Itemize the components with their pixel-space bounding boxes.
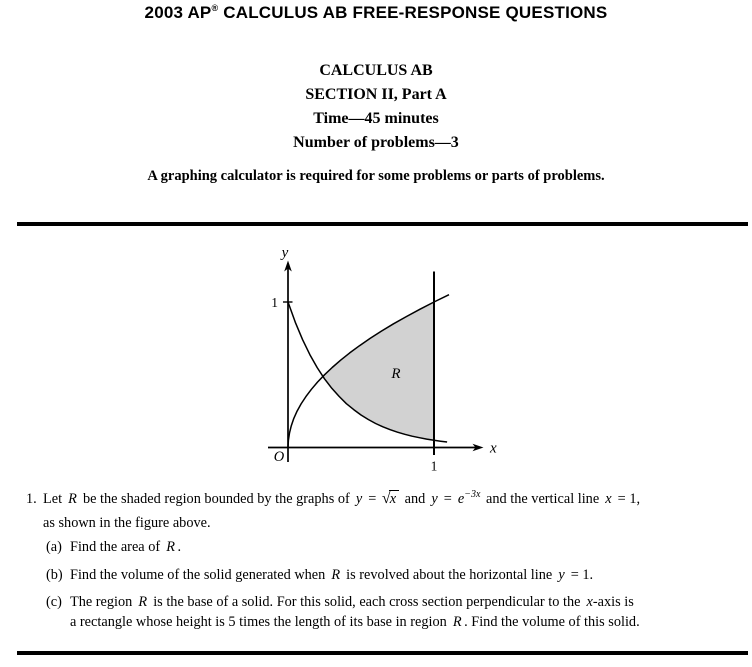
exponent: −3x <box>464 489 481 500</box>
var-R: R <box>452 613 462 630</box>
part-c-line-2 <box>70 613 640 633</box>
part-a-text <box>70 538 181 558</box>
var-R: R <box>166 539 175 555</box>
radical-sign: √ <box>381 490 391 507</box>
question-1-intro <box>43 488 640 512</box>
y-tick-label: 1 <box>271 295 278 310</box>
var-y: y <box>558 566 565 583</box>
page-title-pre: 2003 AP <box>144 3 212 22</box>
question-1 <box>26 488 736 632</box>
var-e: e <box>457 491 465 507</box>
text-segment: Let <box>43 491 66 507</box>
shaded-region <box>323 302 434 440</box>
text-segment: is the base of a solid. For this solid, each cross section perpendicular to the <box>149 594 585 610</box>
text-segment: -axis is <box>592 594 634 610</box>
x-axis-label: x <box>490 440 497 457</box>
text-segment: Find the area of <box>70 539 164 555</box>
page-title-post: CALCULUS AB FREE-RESPONSE QUESTIONS <box>218 3 608 22</box>
origin-label: O <box>273 449 285 465</box>
var-R: R <box>138 594 148 610</box>
text-segment: be the shaded region bounded by the graphs of <box>79 491 354 507</box>
header-course: CALCULUS AB <box>319 62 433 79</box>
radical-expression <box>380 491 401 507</box>
text-segment: and the vertical line <box>482 491 603 507</box>
part-b-label: (b) <box>46 566 63 583</box>
radical-argument: x <box>389 490 399 507</box>
var-y: y <box>431 491 438 507</box>
var-x: x <box>605 491 612 507</box>
question-1-part-c <box>26 593 736 632</box>
text-segment: . Find the volume of this solid. <box>464 613 640 630</box>
text-segment: . <box>177 539 182 555</box>
question-1-line-1 <box>26 488 736 512</box>
part-c-text <box>70 593 640 632</box>
text-segment: is revolved about the horizontal line <box>342 566 556 583</box>
part-a-label: (a) <box>46 539 62 555</box>
region-label: R <box>391 366 401 382</box>
header-time: Time—45 minutes <box>313 110 439 127</box>
question-1-line-2: as shown in the figure above. <box>43 515 211 531</box>
text-segment: Find the volume of the solid generated when <box>70 566 329 583</box>
divider-bottom <box>17 651 748 655</box>
header-problem-count: Number of problems—3 <box>293 134 459 151</box>
calculator-note: A graphing calculator is required for some problems or parts of problems. <box>147 168 605 184</box>
question-1-part-b <box>26 566 736 586</box>
text-segment: and <box>401 491 429 507</box>
var-y: y <box>355 491 363 507</box>
equals-sign: = <box>440 491 456 507</box>
question-number: 1. <box>26 491 37 507</box>
var-R: R <box>331 566 341 583</box>
registered-trademark-symbol: ® <box>211 3 219 13</box>
part-c-line-1 <box>70 593 640 613</box>
question-1-part-a <box>26 538 736 558</box>
text-segment: = 1. <box>567 566 594 583</box>
var-x: x <box>586 594 593 610</box>
text-segment: a rectangle whose height is 5 times the length of its base in region <box>70 613 451 630</box>
y-axis-label: y <box>281 245 289 261</box>
var-R: R <box>68 491 77 507</box>
text-segment: = 1, <box>614 491 641 507</box>
part-c-label: (c) <box>46 594 62 610</box>
equals-sign: = <box>364 491 380 507</box>
part-b-text <box>70 566 593 586</box>
text-segment: The region <box>70 594 136 610</box>
x-tick-label: 1 <box>430 458 438 474</box>
header-section: SECTION II, Part A <box>305 86 447 103</box>
